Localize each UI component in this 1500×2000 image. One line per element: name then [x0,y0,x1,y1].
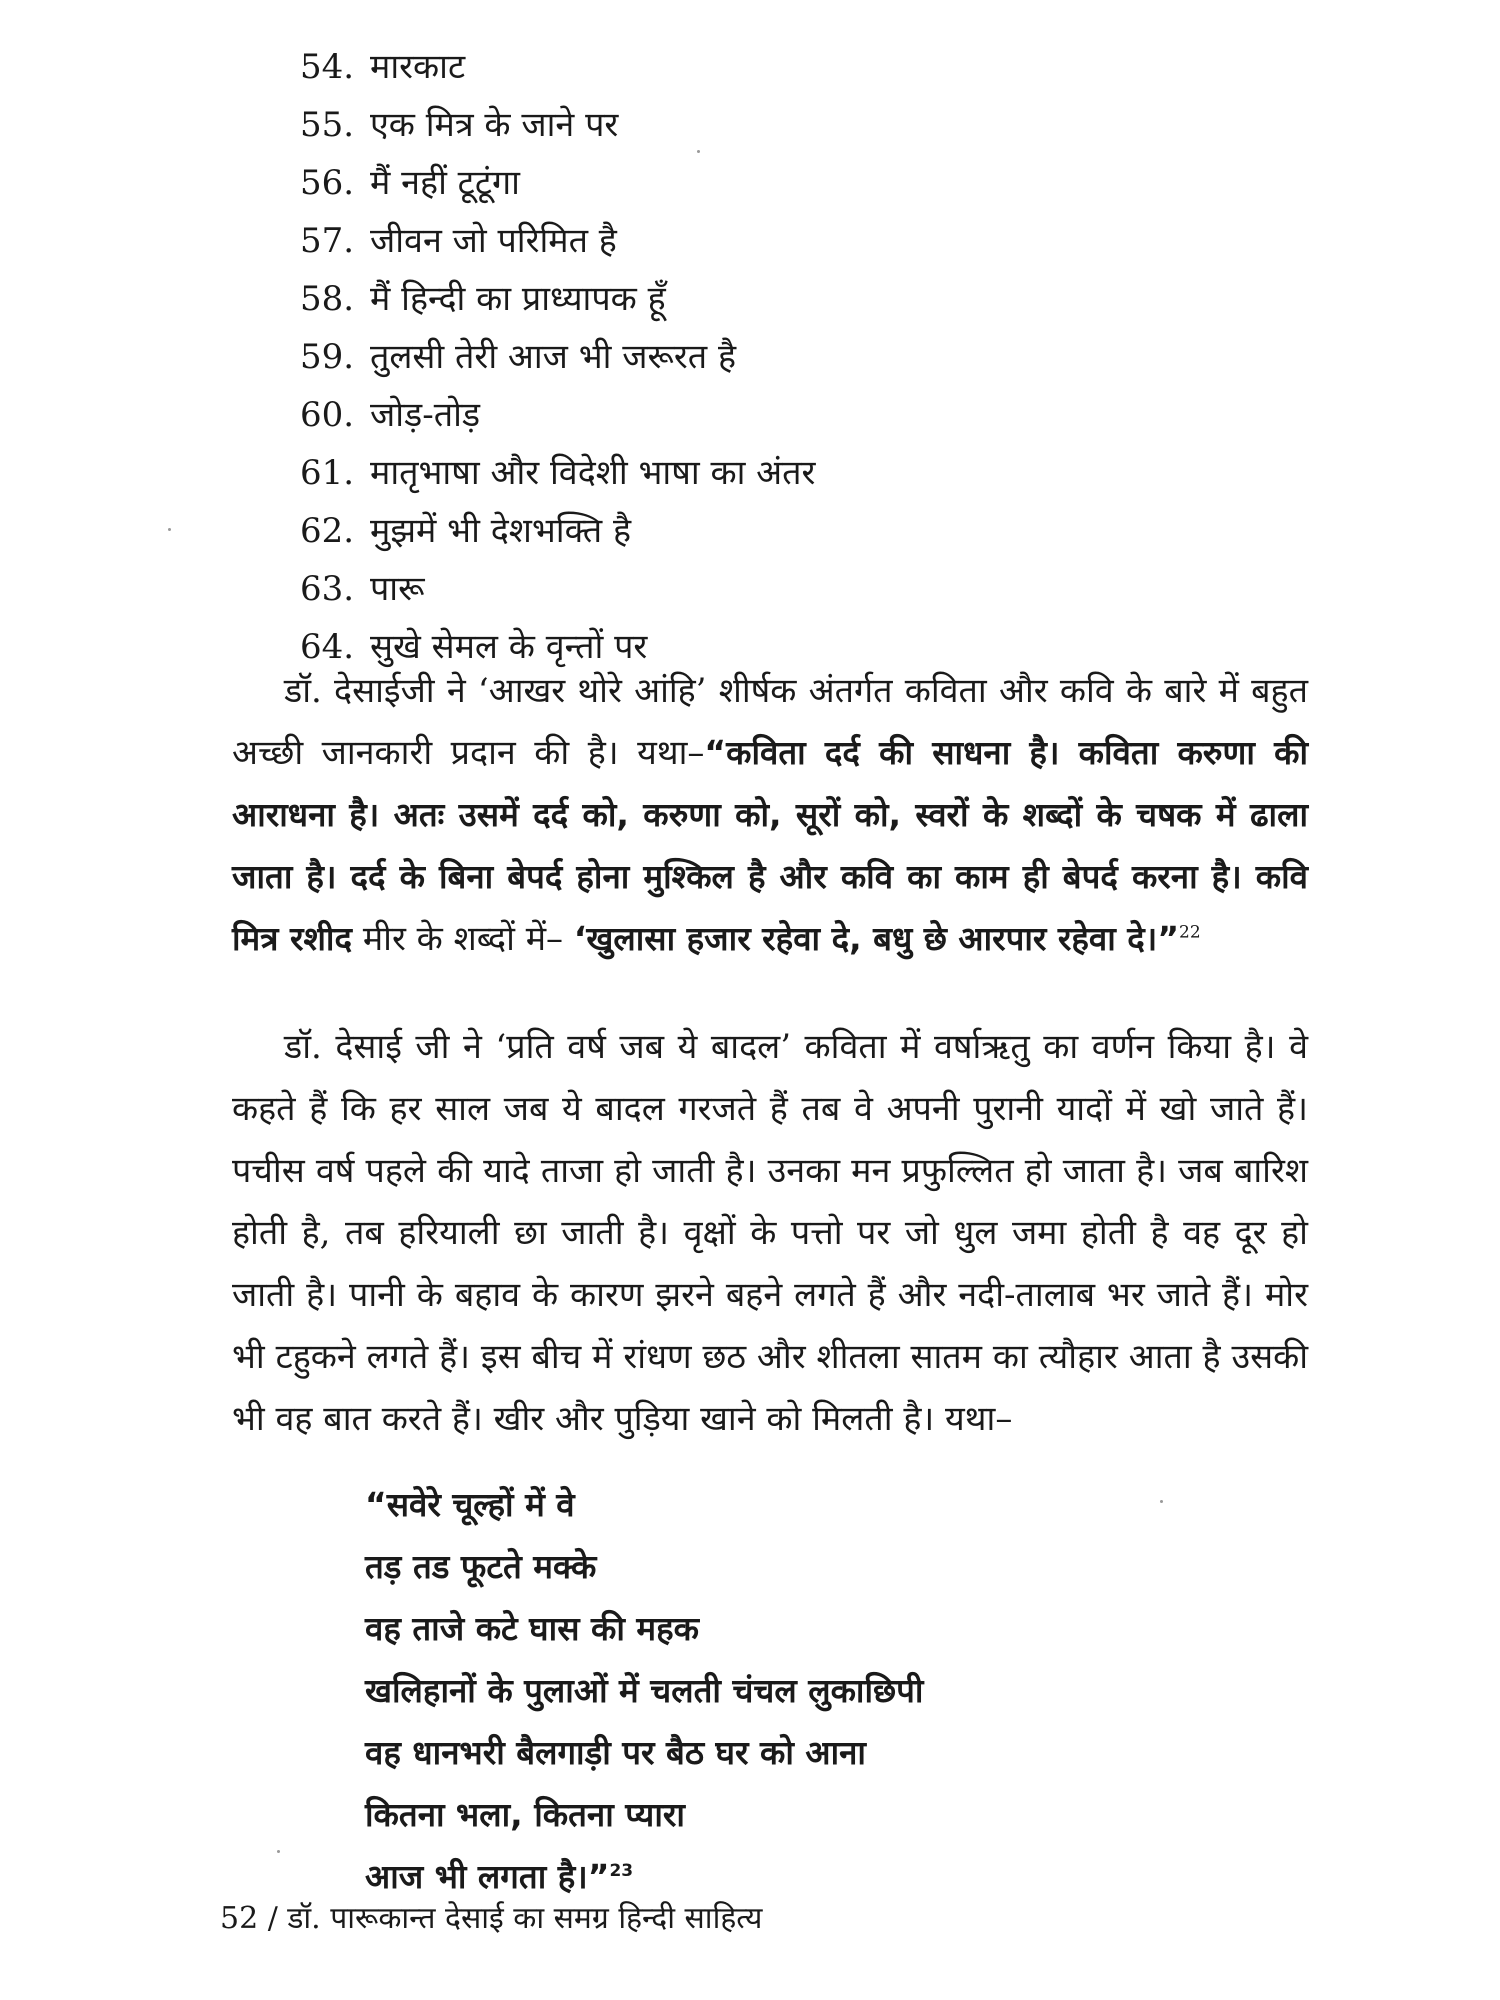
list-text: एक मित्र के जाने पर [370,105,619,145]
list-number: 60. [300,395,355,435]
paragraph-mid: मीर के शब्दों में– [362,919,564,959]
list-number: 57. [300,221,355,261]
scan-speck [697,150,700,153]
poem-quote [365,1474,1305,1908]
paragraph-aakhar-thore [232,660,1308,970]
poem-line: “सवेरे चूल्हों में वे [365,1485,575,1524]
list-item [300,96,1300,154]
list-number: 58. [300,279,355,319]
list-item [300,270,1300,328]
list-number: 63. [300,569,355,609]
list-text: पारू [370,569,425,609]
list-item [300,154,1300,212]
list-number: 64. [300,627,355,667]
poem-line-text: आज भी लगता है।” [365,1857,610,1896]
bold-quote: “कविता दर्द की साधना है। कविता करुणा की आराधना है। अतः उसमें दर्द को, करुणा को, सूरों को, स्वरों के शब्दों के चषक में ढाला जाता है। दर्द के बिना बेपर्द होना मुश्किल है और कवि का काम ही बेपर्द करना है। कवि मित्र रशीद [232,733,1309,958]
list-number: 59. [300,337,355,377]
scan-speck [277,1850,280,1853]
list-text: जीवन जो परिमित है [370,221,617,261]
poem-line: वह ताजे कटे घास की महक [365,1609,699,1648]
list-text: मारकाट [370,47,466,87]
list-text: तुलसी तेरी आज भी जरूरत है [370,337,737,377]
scan-speck [1160,1500,1163,1503]
page-footer: 52 / डॉ. पारूकान्त देसाई का समग्र हिन्दी साहित्य [220,1901,763,1936]
scan-speck [168,528,171,531]
list-item [300,212,1300,270]
list-item [300,444,1300,502]
list-number: 62. [300,511,355,551]
list-number: 54. [300,47,355,87]
footnote-marker: 23 [609,1861,634,1881]
footnote-marker: 22 [1179,922,1201,943]
list-text: मैं हिन्दी का प्राध्यापक हूँ [370,279,666,319]
list-text: मुझमें भी देशभक्ति है [370,511,632,551]
poem-line: वह धानभरी बैलगाड़ी पर बैठ घर को आना [365,1733,866,1772]
list-item [300,38,1300,96]
list-number: 61. [300,453,355,493]
list-item [300,560,1300,618]
poem-line: खलिहानों के पुलाओं में चलती चंचल लुकाछिपी [365,1671,924,1710]
poem-line: कितना भला, कितना प्यारा [365,1795,685,1834]
list-item [300,502,1300,560]
poem-title-list [300,38,1300,676]
list-number: 56. [300,163,355,203]
list-item [300,386,1300,444]
paragraph-badal: डॉ. देसाई जी ने ‘प्रति वर्ष जब ये बादल’ कविता में वर्षाऋतु का वर्णन किया है। वे कहते हैं कि हर साल जब ये बादल गरजते हैं तब वे अपनी पुरानी यादों में खो जाते हैं। पचीस वर्ष पहले की यादे ताजा हो जाती है। उनका मन प्रफुल्लित हो जाता है। जब बारिश होती है, तब हरियाली छा जाती है। वृक्षों के पत्तो पर जो धुल जमा होती है वह दूर हो जाती है। पानी के बहाव के कारण झरने बहने लगते हैं और नदी-तालाब भर जाते हैं। मोर भी टहुकने लगते हैं। इस बीच में रांधण छठ और शीतला सातम का त्यौहार आता है उसकी भी वह बात करते हैं। खीर और पुड़िया खाने को मिलती है। यथा– [232,1027,1308,1439]
list-text: जोड़-तोड़ [370,395,481,435]
list-item [300,328,1300,386]
bold-quote-end: ‘खुलासा हजार रहेवा दे, बधु छे आरपार रहेवा दे।” [573,919,1180,958]
list-number: 55. [300,105,355,145]
list-text: सुखे सेमल के वृन्तों पर [370,627,648,667]
list-text: मैं नहीं टूटूंगा [370,163,520,203]
paragraph-intro: डॉ. देसाईजी ने ‘आखर थोरे आंहि’ शीर्षक अंतर्गत कविता और कवि के बारे में बहुत अच्छी जानकारी प्रदान की है। यथा– [232,671,1308,773]
list-text: मातृभाषा और विदेशी भाषा का अंतर [370,453,816,493]
poem-line: तड़ तड फूटते मक्के [365,1547,597,1586]
